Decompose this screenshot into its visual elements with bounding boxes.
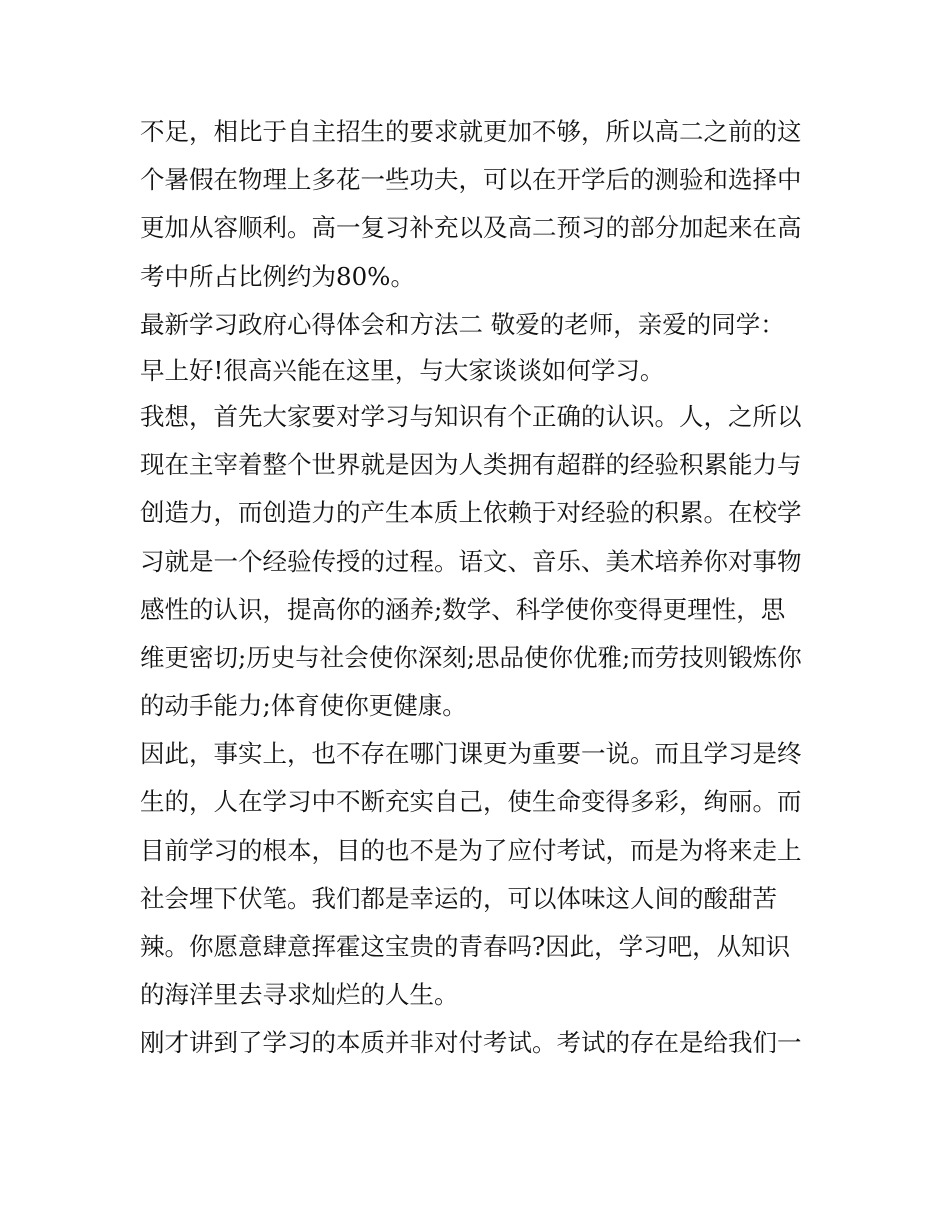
text-line: 的动手能力;体育使你更健康。	[140, 691, 467, 721]
text-line: 社会埋下伏笔。我们都是幸运的，可以体味这人间的酸甜苦	[140, 883, 777, 913]
text-line: 生的，人在学习中不断充实自己，使生命变得多彩，绚丽。而	[140, 787, 802, 817]
paragraph-exam-purpose	[140, 1019, 820, 1067]
paragraph-knowledge	[140, 393, 820, 730]
text-line: 最新学习政府心得体会和方法二 敬爱的老师，亲爱的同学：	[140, 309, 785, 339]
text-line: 因此，事实上，也不存在哪门课更为重要一说。而且学习是终	[140, 739, 802, 769]
text-line: 维更密切;历史与社会使你深刻;思品使你优雅;而劳技则锻炼你	[140, 642, 802, 672]
text-line: 考中所占比例约为80%。	[140, 261, 415, 291]
paragraph-physics-summer	[140, 108, 820, 301]
text-line: 现在主宰着整个世界就是因为人类拥有超群的经验积累能力与	[140, 450, 802, 480]
text-line: 目前学习的根本，目的也不是为了应付考试，而是为将来走上	[140, 835, 802, 865]
text-line: 的海洋里去寻求灿烂的人生。	[140, 980, 459, 1010]
text-line: 习就是一个经验传授的过程。语文、音乐、美术培养你对事物	[140, 546, 802, 576]
paragraph-lifelong-learning	[140, 730, 820, 1019]
document-body	[140, 108, 820, 1068]
text-line: 不足，相比于自主招生的要求就更加不够，所以高二之前的这	[140, 117, 802, 146]
text-line: 创造力，而创造力的产生本质上依赖于对经验的积累。在校学	[140, 498, 802, 528]
paragraph-section-heading	[140, 301, 820, 349]
text-line: 早上好!很高兴能在这里，与大家谈谈如何学习。	[140, 355, 665, 385]
text-line: 刚才讲到了学习的本质并非对付考试。考试的存在是给我们一	[140, 1028, 802, 1058]
text-line: 个暑假在物理上多花一些功夫，可以在开学后的测验和选择中	[140, 165, 802, 195]
text-line: 更加从容顺利。高一复习补充以及高二预习的部分加起来在高	[140, 213, 802, 243]
text-line: 感性的认识，提高你的涵养;数学、科学使你变得更理性，思	[140, 594, 786, 624]
paragraph-greeting	[140, 349, 820, 393]
text-line: 我想，首先大家要对学习与知识有个正确的认识。人，之所以	[140, 401, 802, 431]
text-line: 辣。你愿意肆意挥霍这宝贵的青春吗?因此，学习吧，从知识	[140, 932, 791, 961]
